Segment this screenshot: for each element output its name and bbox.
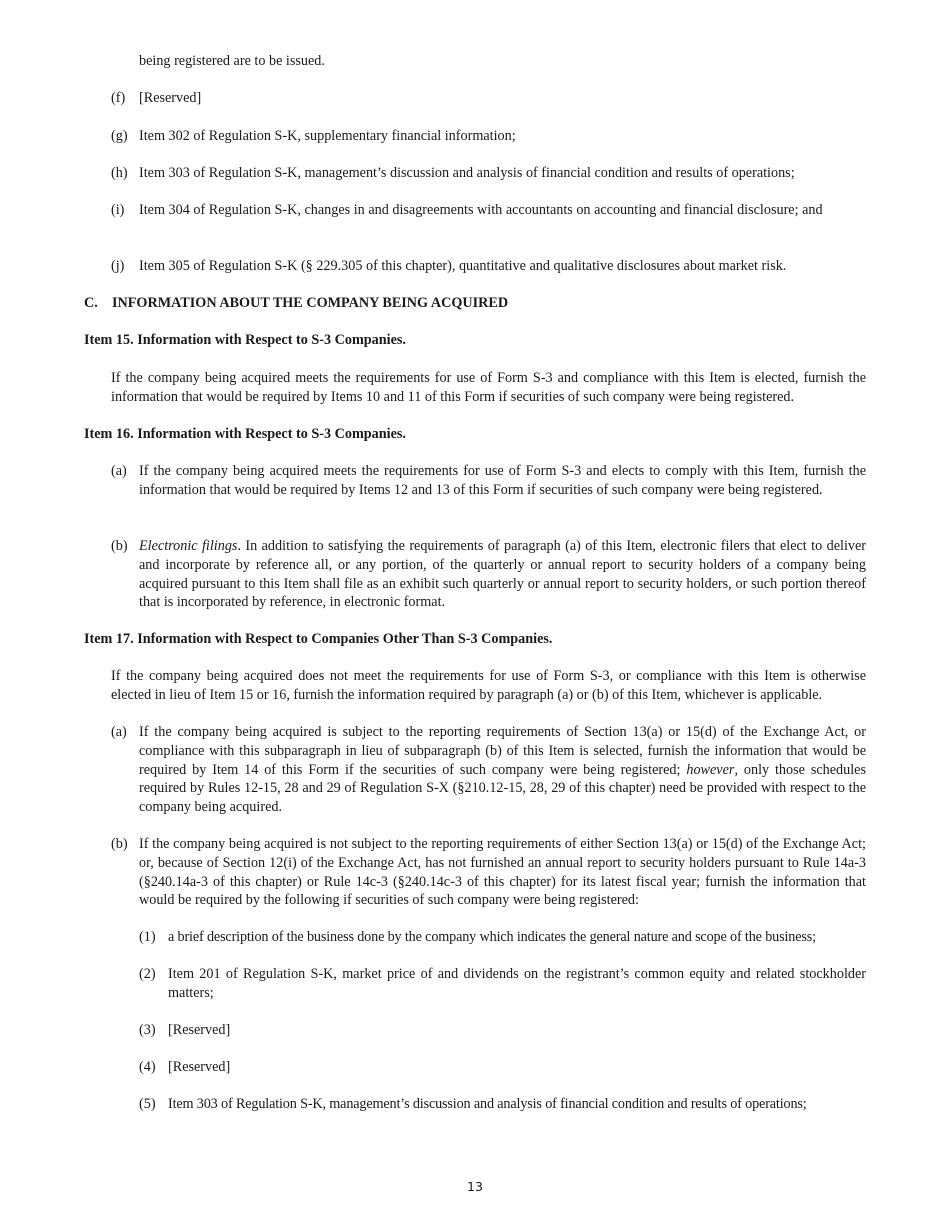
paragraph-label: (a) <box>111 724 127 740</box>
italic-term: however <box>686 761 735 778</box>
sub-item-text: Item 303 of Regulation S-K, management’s discussion and analysis of financial condition and results of operations; <box>168 1096 807 1112</box>
page-number: 13 <box>467 1179 483 1194</box>
list-item-text: [Reserved] <box>139 90 202 106</box>
item-16-heading: Item 16. Information with Respect to S-3 Companies. <box>84 426 406 442</box>
italic-term: Electronic filings <box>139 538 238 554</box>
paragraph-body: . In addition to satisfying the requirements of paragraph (a) of this Item, electronic filers that elect to deliver and incorporate by reference all, or any portion, of the quarterly or annual report to security holders of a company being acquired pursuant to this Item shall file as an exhibit such quarterly or annual report to security holders, or such portion thereof that is incorporated by reference, in electronic format. <box>139 538 866 611</box>
paragraph-text <box>139 723 866 817</box>
list-item-text: Item 305 of Regulation S-K (§ 229.305 of this chapter), quantitative and qualitative disclosures about market risk. <box>139 258 787 274</box>
item-15-heading: Item 15. Information with Respect to S-3 Companies. <box>84 332 406 348</box>
paragraph-label: (b) <box>111 836 128 852</box>
list-item-text: Item 302 of Regulation S-K, supplementary financial information; <box>139 128 516 144</box>
sub-item-label: (3) <box>139 1022 156 1038</box>
sub-item-text: a brief description of the business done by the company which indicates the general nature and scope of the business; <box>168 929 816 945</box>
paragraph-text: If the company being acquired is not subject to the reporting requirements of either Section 13(a) or 15(d) of the Exchange Act; or, because of Section 12(i) of the Exchange Act, has not furnished an annual report to security holders pursuant to Rule 14a-3 (§240.14a-3 of this chapter) or Rule 14c-3 (§240.14c-3 of this chapter) for its latest fiscal year; furnish the information that would be required by the following if securities of such company were being registered: <box>139 836 866 909</box>
list-item-text: Item 304 of Regulation S-K, changes in and disagreements with accountants on accounting and financial disclosure; and <box>139 202 823 218</box>
item-15-body: If the company being acquired meets the requirements for use of Form S-3 and compliance with this Item is elected, furnish the information that would be required by Items 10 and 11 of this Form if securities of such company were being registered. <box>111 370 866 405</box>
paragraph-text <box>139 537 866 612</box>
list-item-label: (f) <box>111 90 126 106</box>
continuation-text: being registered are to be issued. <box>139 53 325 69</box>
sub-item-text: [Reserved] <box>168 1059 231 1075</box>
paragraph-body-2: , only those schedules required by Rules 12-15, 28 and 29 of Regulation S-X (§210.12-15, 28, 29 of this chapter) need be provided with respect to the company being acquired. <box>139 761 866 816</box>
paragraph-body-1: If the company being acquired is subject to the reporting requirements of Section 13(a) or 15(d) of the Exchange Act, or compliance with this subparagraph in lieu of subparagraph (b) of this Item is selected, furnish the information that would be required by Item 14 of this Form if the securities of such company were being registered; <box>139 724 866 778</box>
sub-item-text: Item 201 of Regulation S-K, market price of and dividends on the registrant’s common equity and related stockholder matters; <box>168 966 866 1001</box>
list-item-text: Item 303 of Regulation S-K, management’s discussion and analysis of financial condition and results of operations; <box>139 165 795 181</box>
sub-item-label: (1) <box>139 929 156 945</box>
paragraph-text: If the company being acquired meets the requirements for use of Form S-3 and elects to comply with this Item, furnish the information that would be required by Items 12 and 13 of this Form if securities of such company were being registered. <box>139 463 866 498</box>
sub-item-label: (4) <box>139 1059 156 1075</box>
section-letter: C. <box>84 295 98 311</box>
sub-item-label: (2) <box>139 966 156 982</box>
list-item-label: (j) <box>111 258 125 274</box>
section-title: INFORMATION ABOUT THE COMPANY BEING ACQUIRED <box>112 295 509 311</box>
list-item-label: (i) <box>111 202 125 218</box>
sub-item-label: (5) <box>139 1096 156 1112</box>
list-item-label: (g) <box>111 128 128 144</box>
paragraph-label: (a) <box>111 463 127 479</box>
item-17-intro: If the company being acquired does not meet the requirements for use of Form S-3, or compliance with this Item is otherwise elected in lieu of Item 15 or 16, furnish the information required by paragraph (a) or (b) of this Item, whichever is applicable. <box>111 668 866 703</box>
section-heading <box>84 294 508 313</box>
sub-item-text: [Reserved] <box>168 1022 231 1038</box>
list-item-label: (h) <box>111 165 128 181</box>
item-17-heading: Item 17. Information with Respect to Companies Other Than S-3 Companies. <box>84 631 553 647</box>
paragraph-label: (b) <box>111 538 128 554</box>
